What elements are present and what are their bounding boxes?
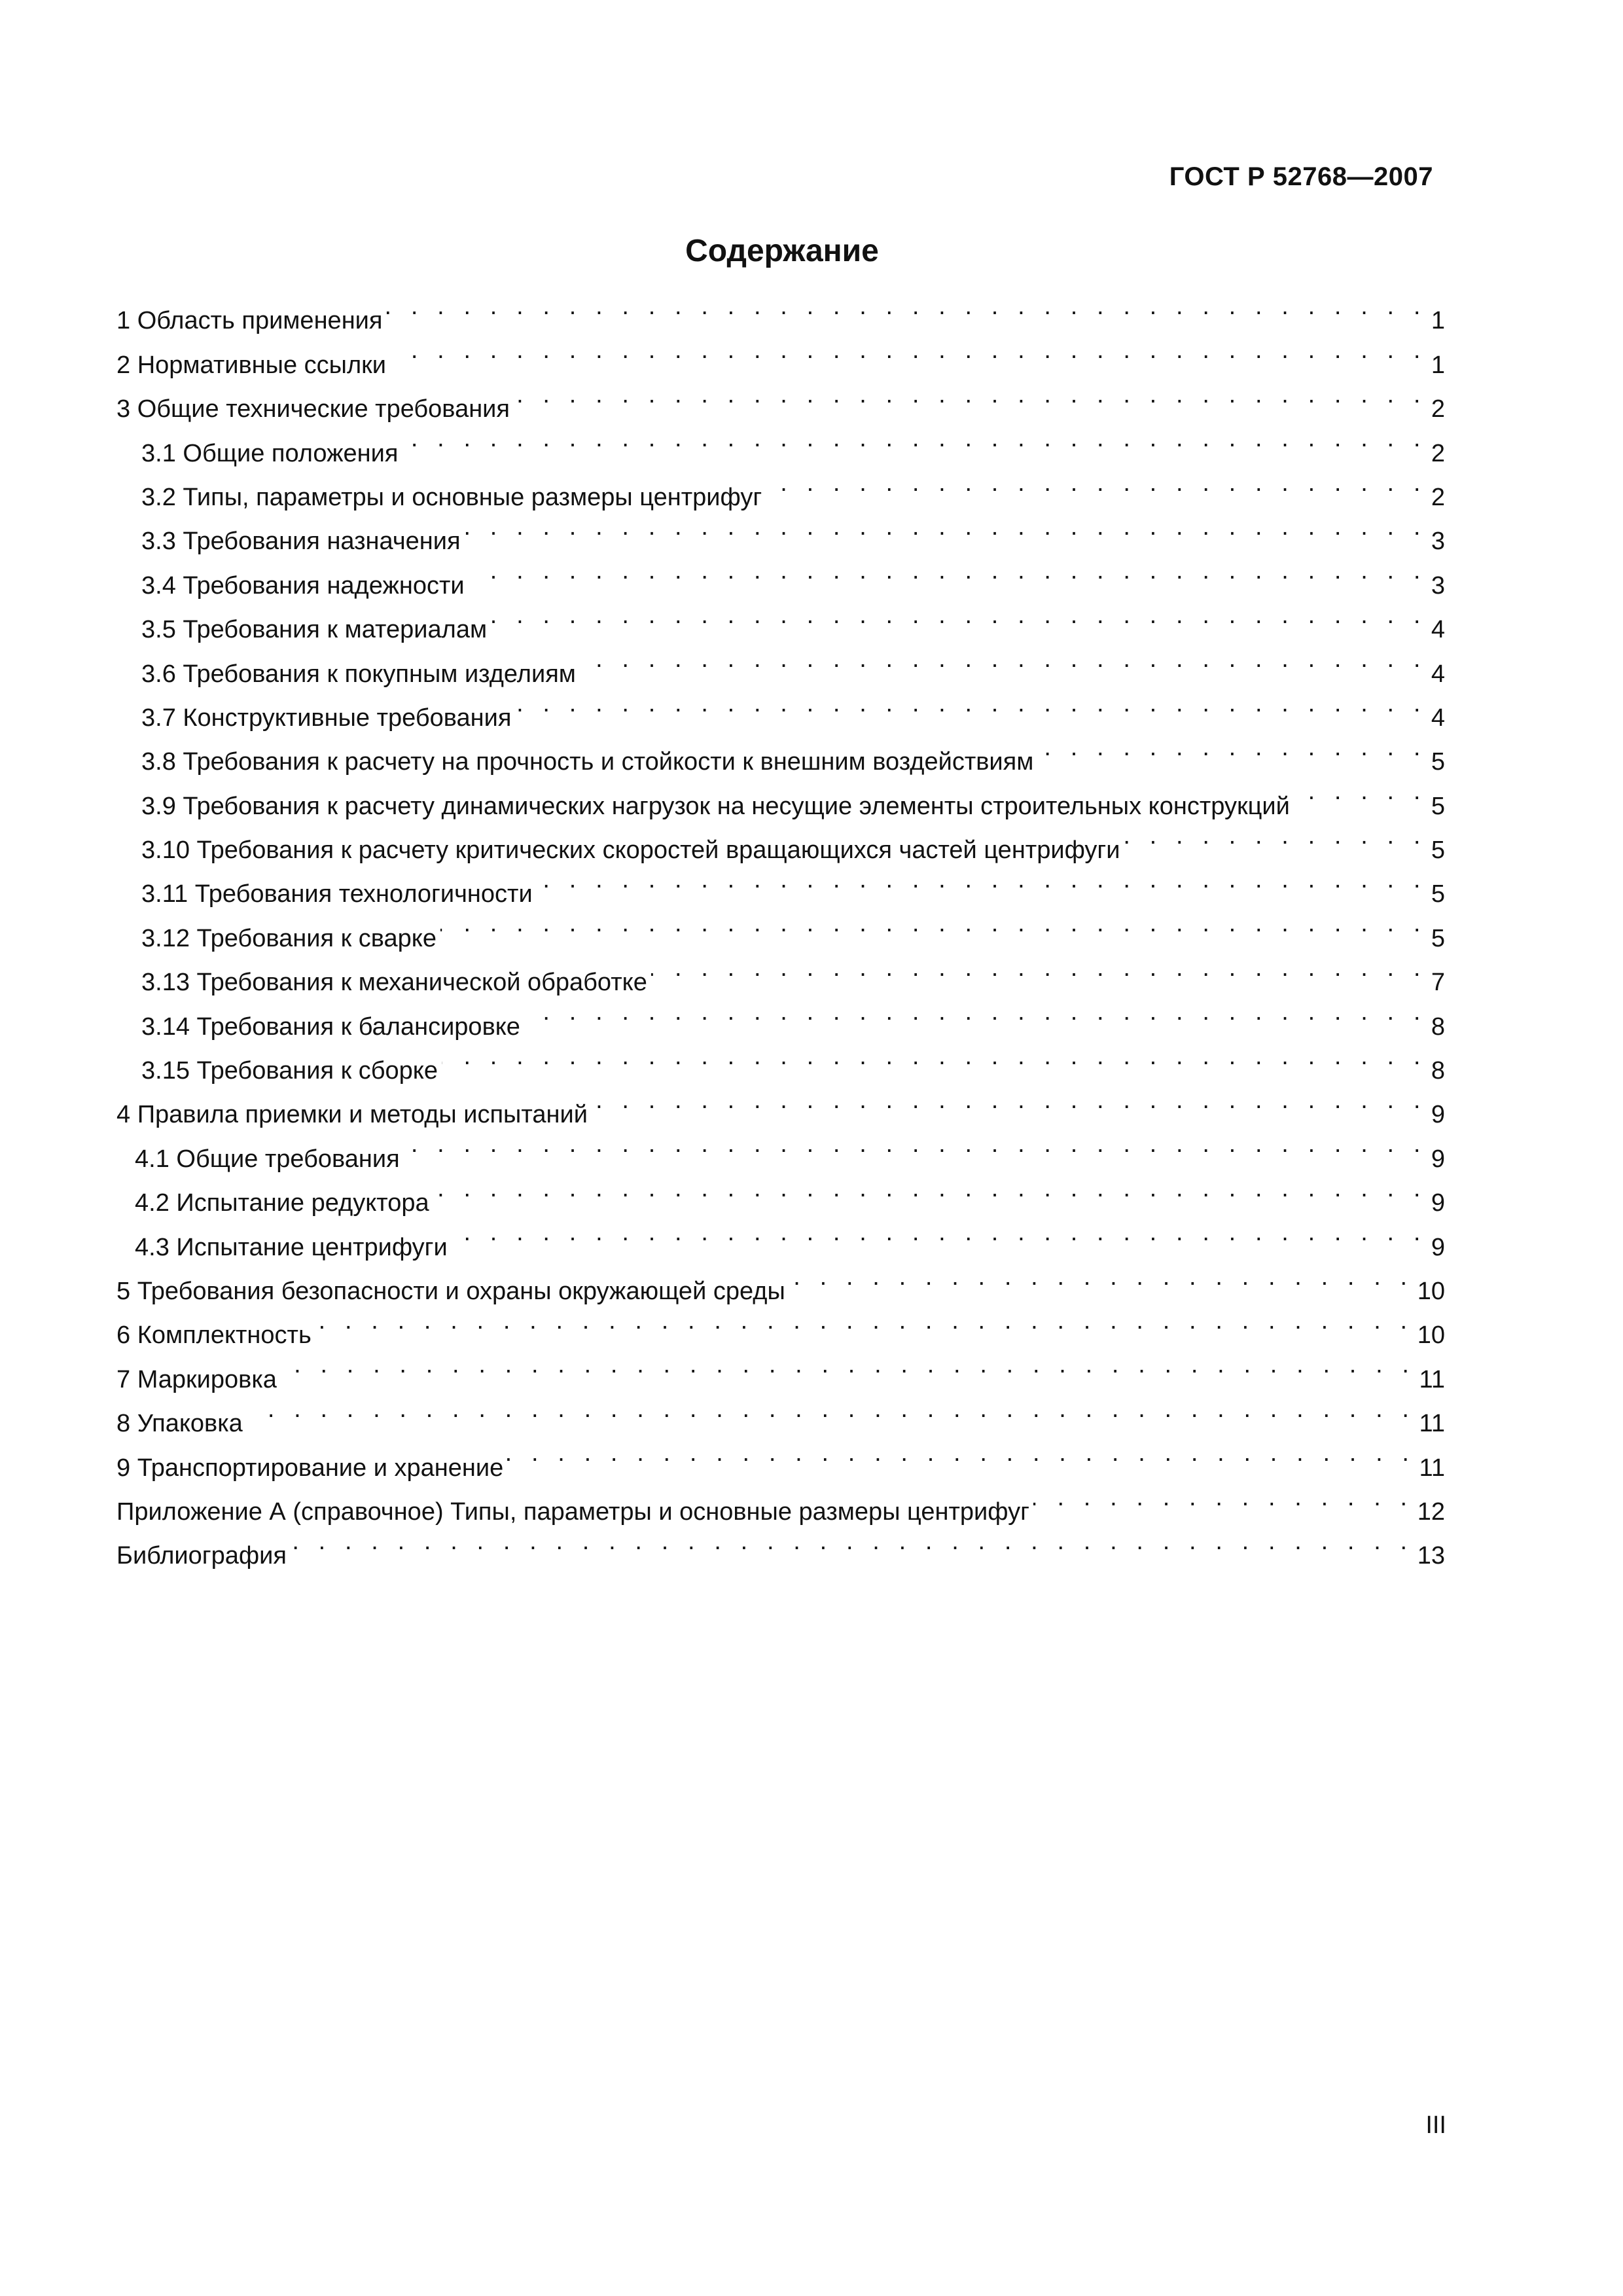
toc-entry-page: 7 [1431, 969, 1445, 997]
toc-entry-page: 8 [1431, 1057, 1445, 1085]
table-of-contents [116, 285, 1445, 1570]
toc-entry-label: 4.1 Общие требования [135, 1145, 400, 1173]
toc-entry-label: Приложение А (справочное) Типы, параметры и основные размеры центрифуг [116, 1498, 1029, 1526]
toc-dot-leader [515, 682, 1427, 726]
toc-entry-page: 3 [1431, 528, 1445, 556]
toc-dot-leader [524, 990, 1427, 1034]
toc-entry-page: 9 [1431, 1233, 1445, 1261]
toc-dot-leader [1124, 814, 1427, 858]
toc-entry-page: 9 [1431, 1145, 1445, 1173]
toc-entry-label: 3.1 Общие положения [141, 439, 399, 467]
page-number: III [1425, 2111, 1446, 2139]
toc-entry-label: 6 Комплектность [116, 1321, 312, 1350]
toc-entry-label: 3.9 Требования к расчету динамических нагрузок на несущие элементы строительных конструкций [141, 792, 1290, 820]
toc-entry-page: 1 [1431, 307, 1445, 335]
toc-entry-label: 3.3 Требования назначения [141, 528, 461, 556]
toc-dot-leader [315, 1299, 1414, 1343]
toc-dot-leader [1037, 726, 1427, 770]
toc-dot-leader [465, 505, 1427, 549]
toc-entry-label: 3.13 Требования к механической обработке [141, 969, 647, 997]
toc-entry-page: 10 [1417, 1278, 1445, 1305]
toc-dot-leader [404, 1122, 1427, 1166]
toc-dot-leader [442, 1035, 1427, 1079]
toc-entry[interactable] [116, 1343, 1445, 1393]
toc-dot-leader [491, 594, 1427, 637]
toc-entry-label: 3.4 Требования надежности [141, 571, 465, 600]
toc-dot-leader [402, 417, 1427, 461]
toc-entry-page: 2 [1431, 395, 1445, 423]
toc-entry-label: 3.6 Требования к покупным изделиям [141, 660, 576, 688]
toc-dot-leader [440, 902, 1427, 946]
toc-entry-label: 1 Область применения [116, 307, 383, 335]
toc-entry-page: 5 [1431, 924, 1445, 952]
toc-entry-page: 5 [1431, 748, 1445, 776]
toc-dot-leader [651, 946, 1427, 990]
toc-dot-leader [452, 1211, 1427, 1255]
toc-entry-page: 2 [1431, 483, 1445, 511]
toc-dot-leader [469, 549, 1427, 593]
toc-entry-label: 3.8 Требования к расчету на прочность и стойкости к внешним воздействиям [141, 748, 1034, 776]
toc-entry-label: Библиография [116, 1542, 287, 1570]
toc-entry-page: 4 [1431, 660, 1445, 688]
toc-title: Содержание [685, 234, 879, 268]
toc-entry-page: 5 [1431, 792, 1445, 820]
toc-entry[interactable] [116, 1520, 1445, 1570]
toc-entry-page: 2 [1431, 439, 1445, 467]
toc-entry[interactable] [116, 285, 1445, 335]
toc-entry-page: 4 [1431, 704, 1445, 732]
toc-dot-leader [507, 1431, 1415, 1475]
toc-entry-page: 12 [1417, 1498, 1445, 1526]
toc-entry-label: 4.2 Испытание редуктора [135, 1189, 429, 1217]
toc-entry-page: 10 [1417, 1321, 1445, 1350]
toc-entry-page: 8 [1431, 1013, 1445, 1041]
toc-dot-leader [247, 1388, 1416, 1431]
toc-entry-page: 1 [1431, 351, 1445, 379]
toc-entry-label: 7 Маркировка [116, 1365, 277, 1393]
toc-entry-page: 5 [1431, 880, 1445, 908]
toc-entry-page: 3 [1431, 571, 1445, 600]
toc-entry-page: 11 [1419, 1454, 1445, 1482]
toc-dot-leader [537, 858, 1427, 902]
toc-entry-label: 3.11 Требования технологичности [141, 880, 533, 908]
toc-entry-label: 2 Нормативные ссылки [116, 351, 386, 379]
toc-dot-leader [789, 1255, 1414, 1299]
toc-entry-label: 5 Требования безопасности и охраны окружающей среды [116, 1278, 785, 1305]
toc-entry-label: 3.7 Конструктивные требования [141, 704, 512, 732]
toc-entry-label: 8 Упаковка [116, 1410, 243, 1438]
toc-dot-leader [281, 1343, 1416, 1387]
toc-entry-label: 3.15 Требования к сборке [141, 1057, 438, 1085]
toc-entry-page: 9 [1431, 1189, 1445, 1217]
toc-entry-page: 9 [1431, 1101, 1445, 1129]
toc-entry-label: 9 Транспортирование и хранение [116, 1454, 504, 1482]
toc-entry-label: 3.12 Требования к сварке [141, 924, 437, 952]
toc-entry-page: 13 [1417, 1542, 1445, 1570]
toc-entry[interactable] [116, 1299, 1445, 1350]
toc-entry-label: 3 Общие технические требования [116, 395, 510, 423]
toc-entry-label: 4.3 Испытание центрифуги [135, 1233, 448, 1261]
toc-entry-label: 3.14 Требования к балансировке [141, 1013, 520, 1041]
toc-dot-leader [1294, 770, 1427, 814]
toc-dot-leader [390, 329, 1427, 372]
toc-entry-label: 3.2 Типы, параметры и основные размеры центрифуг [141, 483, 762, 511]
toc-entry[interactable] [116, 1431, 1445, 1482]
toc-entry-label: 4 Правила приемки и методы испытаний [116, 1101, 588, 1129]
toc-dot-leader [433, 1167, 1427, 1211]
toc-entry-label: 3.5 Требования к материалам [141, 616, 488, 644]
toc-entry-label: 3.10 Требования к расчету критических скоростей вращающихся частей центрифуги [141, 836, 1120, 865]
toc-entry-page: 4 [1431, 616, 1445, 644]
toc-dot-leader [291, 1520, 1414, 1564]
toc-entry[interactable] [116, 1388, 1445, 1438]
toc-dot-leader [580, 637, 1427, 681]
toc-dot-leader [386, 285, 1427, 329]
document-code: ГОСТ Р 52768—2007 [1169, 162, 1433, 191]
toc-entry-page: 11 [1419, 1410, 1445, 1438]
toc-dot-leader [592, 1079, 1427, 1122]
toc-entry-page: 11 [1419, 1365, 1445, 1393]
toc-entry-page: 5 [1431, 836, 1445, 865]
toc-dot-leader [1033, 1476, 1414, 1520]
toc-dot-leader [514, 373, 1427, 417]
toc-dot-leader [766, 461, 1427, 505]
